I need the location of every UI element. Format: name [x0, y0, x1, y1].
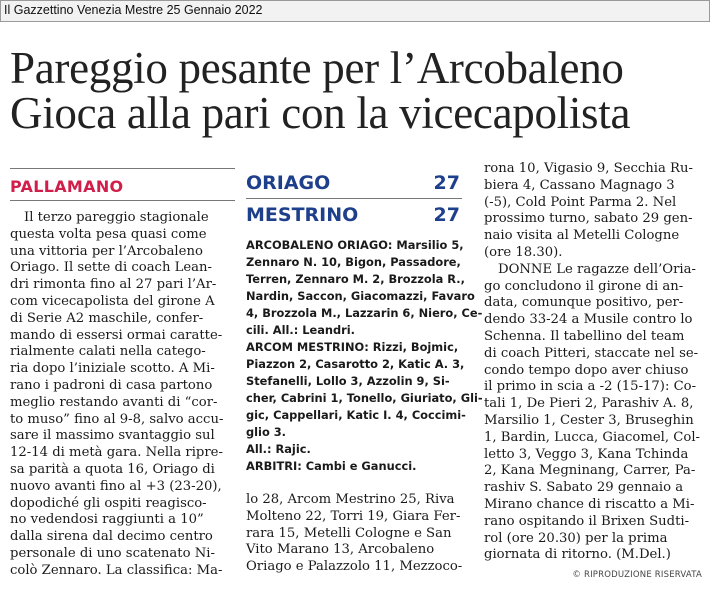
article-column-2	[246, 492, 478, 576]
text-line: ria dopo l’iniziale scotto. A Mi-	[10, 361, 215, 377]
text-line: dendo 33-24 a Musile contro lo	[484, 312, 693, 328]
text-line: giornata di ritorno. (M.Del.)	[484, 547, 671, 563]
text-line: sa parità a quota 16, Oriago di	[10, 461, 215, 477]
copyright-notice: © RIPRODUZIONE RISERVATA	[572, 570, 702, 580]
text-line: di coach Pitteri, staccate nel se-	[484, 345, 699, 361]
text-line: condo tempo dopo aver chiuso	[484, 362, 689, 378]
text-line: biera 4, Cassano Magnago 3	[484, 177, 675, 193]
text-line: rol (ore 20.30) per la prima	[484, 530, 668, 546]
text-line: ARBITRI: Cambi e Ganucci.	[246, 459, 417, 473]
text-line: 12-14 di metà gara. Nella ripre-	[10, 445, 223, 461]
text-line: Oriago. Il sette di coach Lean-	[10, 260, 212, 276]
text-line: colò Zennaro. La classifica: Ma-	[10, 562, 223, 578]
text-line: Stefanelli, Lollo 3, Azzolin 9, Si-	[246, 374, 450, 388]
text-line: di Serie A2 maschile, confer-	[10, 310, 204, 326]
text-line: Oriago e Palazzolo 11, Mezzoco-	[246, 559, 463, 575]
text-line: letto 3, Veggo 3, Kana Tchinda	[484, 446, 689, 462]
headline-line: Gioca alla pari con la vicecapolista	[10, 88, 631, 138]
article-column-3	[484, 161, 706, 564]
text-line: rashiv S. Sabato 29 gennaio a	[484, 480, 684, 496]
text-line: DONNE Le ragazze dell’Oria-	[498, 261, 696, 277]
text-line: rona 10, Vigasio 9, Secchia Ru-	[484, 161, 693, 176]
team-name: ORIAGO	[246, 172, 331, 194]
text-line: rara 15, Metelli Cologne e San	[246, 525, 452, 541]
text-line: Terren, Zennaro M. 2, Brozzola R.,	[246, 272, 465, 286]
text-line: personale di uno scatenato Ni-	[10, 545, 215, 561]
scoreboard-row	[246, 170, 462, 196]
text-line: cher, Cabrini 1, Tonello, Giuriato, Gli-	[246, 391, 483, 405]
text-line: cili. All.: Leandri.	[246, 323, 356, 337]
text-line: rano i padroni di casa partono	[10, 377, 213, 393]
text-line: ARCOBALENO ORIAGO: Marsilio 5,	[246, 238, 464, 252]
text-line: nuovo avanti fino al +3 (23-20),	[10, 478, 222, 494]
text-line: Piazzon 2, Casarotto 2, Katic A. 3,	[246, 357, 465, 371]
team-score: 27	[433, 204, 460, 226]
source-bar	[0, 0, 710, 22]
text-line: Zennaro N. 10, Bigon, Passadore,	[246, 255, 461, 269]
text-line: no vedendosi raggiunti a 10”	[10, 512, 204, 528]
text-line: il primo in scia a -2 (15-17): Co-	[484, 379, 697, 395]
text-line: mando di essersi ormai caratte-	[10, 327, 223, 343]
source-line: Il Gazzettino Venezia Mestre 25 Gennaio 2022	[4, 3, 263, 17]
text-line: All.: Rajic.	[246, 442, 311, 456]
text-line: Schenna. Il tabellino del team	[484, 328, 685, 344]
section-divider	[10, 168, 235, 169]
score-divider	[246, 198, 462, 199]
text-line: una vittoria per l’Arcobaleno	[10, 243, 203, 259]
scoreboard-row	[246, 202, 462, 228]
text-line: sare il massimo svantaggio sul	[10, 428, 215, 444]
text-line: rialmente calati nella catego-	[10, 344, 206, 360]
text-line: com vicecapolista del girone A	[10, 293, 215, 309]
text-line: meglio restando avanti di “cor-	[10, 394, 218, 410]
text-line: data, comunque positivo, per-	[484, 295, 684, 311]
text-line: dri rimonta fino al 27 pari l’Ar-	[10, 277, 217, 293]
text-line: questa volta pesa quasi come	[10, 226, 207, 242]
headline	[10, 43, 710, 138]
article-column-1	[10, 210, 246, 580]
text-line: (ore 18.30).	[484, 244, 563, 260]
text-line: prossimo turno, sabato 29 gen-	[484, 211, 693, 227]
text-line: 4, Brozzola M., Lazzarin 6, Niero, Ce-	[246, 306, 483, 320]
text-line: Nardin, Saccon, Giacomazzi, Favaro	[246, 289, 475, 303]
text-line: 1, Bardin, Lucca, Giacomel, Col-	[484, 429, 700, 445]
headline-line: Pareggio pesante per l’Arcobaleno	[10, 43, 624, 93]
section-label: PALLAMANO	[10, 177, 124, 196]
team-name: MESTRINO	[246, 204, 359, 226]
box-score	[246, 237, 483, 475]
text-line: go concludono il girone di an-	[484, 278, 684, 294]
text-line: to muso” fino al 9-8, salvo accu-	[10, 411, 224, 427]
text-line: rano ospitando il Brixen Sudti-	[484, 513, 690, 529]
text-line: ARCOM MESTRINO: Rizzi, Bojmic,	[246, 340, 459, 354]
team-score: 27	[433, 172, 460, 194]
text-line: Il terzo pareggio stagionale	[24, 210, 209, 225]
text-line: gic, Cappellari, Katic I. 4, Coccimi-	[246, 408, 466, 422]
text-line: dopodiché gli ospiti reagisco-	[10, 495, 207, 511]
section-divider	[10, 200, 235, 201]
text-line: glio 3.	[246, 425, 287, 439]
text-line: Vito Marano 13, Arcobaleno	[246, 542, 435, 558]
text-line: lo 28, Arcom Mestrino 25, Riva	[246, 492, 455, 507]
text-line: Marsilio 1, Cester 3, Bruseghin	[484, 412, 694, 428]
text-line: 2, Kana Megninang, Carrer, Pa-	[484, 463, 696, 479]
text-line: Molteno 22, Torri 19, Giara Fer-	[246, 508, 461, 524]
text-line: Mirano chance di riscatto a Mi-	[484, 496, 695, 512]
text-line: naio visita al Metelli Cologne	[484, 228, 680, 244]
text-line: dalla sirena dal decimo centro	[10, 529, 213, 545]
text-line: (-5), Cold Point Parma 2. Nel	[484, 194, 677, 210]
text-line: tali 1, De Pieri 2, Parashiv A. 8,	[484, 396, 694, 412]
